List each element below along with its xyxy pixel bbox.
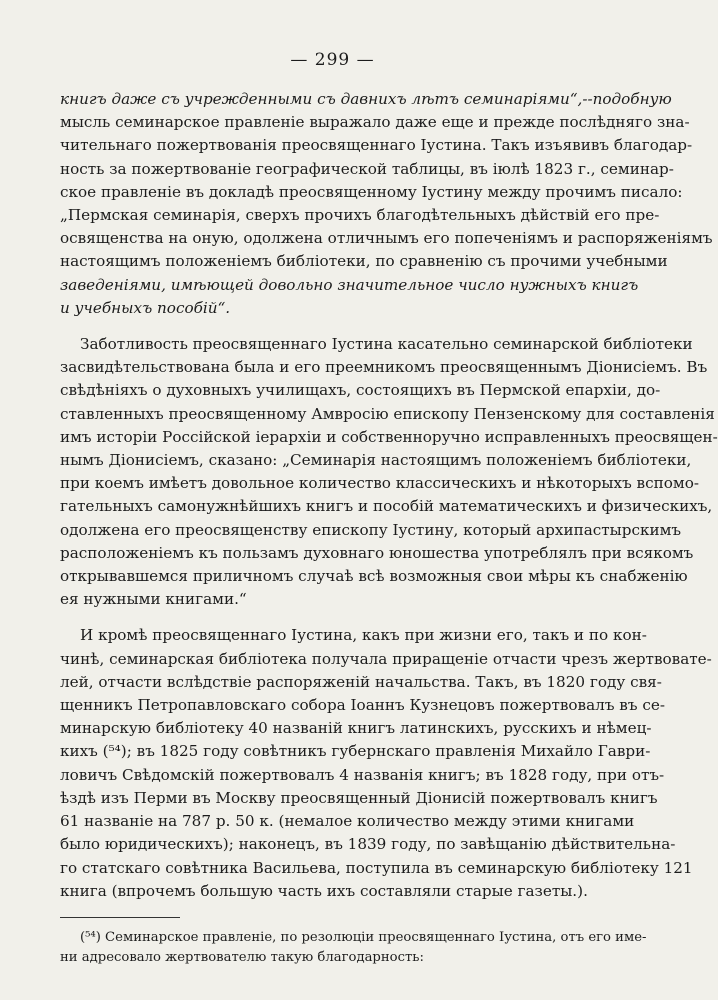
text-line: ставленныхъ преосвященному Амвросію епископу Пензенскому для составленія xyxy=(60,404,715,423)
text-line: кихъ (⁵⁴); въ 1825 году совѣтникъ губернскаго правленія Михайло Гаври- xyxy=(60,742,651,761)
footnote-divider xyxy=(60,917,180,918)
text-line: ность за пожертвованіе географической таблицы, въ іюлѣ 1823 г., семинар- xyxy=(60,159,674,178)
text-line: Заботливость преосвященнаго Іустина касательно семинарской библіотеки xyxy=(80,335,693,354)
text-line: освященства на оную, одолжена отличнымъ его попеченіямъ и распоряженіямъ xyxy=(60,229,713,248)
text-line: го статскаго совѣтника Васильева, поступила въ семинарскую библіотеку 121 xyxy=(60,858,693,877)
paragraph-3 xyxy=(60,624,712,902)
text-line: гательныхъ самонужнѣйшихъ книгъ и пособій математическихъ и физическихъ, xyxy=(60,497,713,516)
text-line: чительнаго пожертвованія преосвященнаго Іустина. Такъ изъявивъ благодар- xyxy=(60,136,693,155)
text-line: свѣдѣніяхъ о духовныхъ училищахъ, состоящихъ въ Пермской епархіи, до- xyxy=(60,381,661,400)
text-line: ское правленіе въ докладѣ преосвященному Іустину между прочимъ писало: xyxy=(60,182,683,201)
text-line: книгъ даже съ учрежденными съ давнихъ лѣтъ семинаріями“,--подобную xyxy=(60,90,672,108)
text-line: ея нужными книгами.“ xyxy=(60,590,247,609)
text-line: 61 названіе на 787 р. 50 к. (немалое количество между этими книгами xyxy=(60,812,635,831)
text-line: заведеніями, имѣющей довольно значительное число нужныхъ книгъ xyxy=(60,275,639,294)
text-line: нымъ Діонисіемъ, сказано: „Семинарія настоящимъ положеніемъ библіотеки, xyxy=(60,451,692,470)
footnote-line: ни адресовало жертвователю такую благодарность: xyxy=(60,949,424,965)
text-line: расположеніемъ къ пользамъ духовнаго юношества употреблялъ при всякомъ xyxy=(60,543,694,562)
text-line: ловичъ Свѣдомскій пожертвовалъ 4 названія книгъ; въ 1828 году, при отъ- xyxy=(60,765,665,784)
text-line: было юридическихъ); наконецъ, въ 1839 году, по завѣщанію дѣйствительна- xyxy=(60,835,676,854)
text-line: открывавшемся приличномъ случаѣ всѣ возможныя свои мѣры къ снабженію xyxy=(60,567,688,586)
text-line: засвидѣтельствована была и его преемникомъ преосвященнымъ Діонисіемъ. Въ xyxy=(60,358,708,377)
text-line: щенникъ Петропавловскаго собора Іоаннъ Кузнецовъ пожертвовалъ въ се- xyxy=(60,696,665,715)
text-line: лей, отчасти вслѣдствіе распоряженій начальства. Такъ, въ 1820 году свя- xyxy=(60,672,662,691)
text-line: одолжена его преосвященству епископу Іустину, который архипастырскимъ xyxy=(60,520,682,539)
text-line: чинѣ, семинарская библіотека получала приращеніе отчасти чрезъ жертвовате- xyxy=(60,649,712,668)
text-line: книга (впрочемъ большую часть ихъ составляли старые газеты.). xyxy=(60,881,588,900)
text-line: мысль семинарское правленіе выражало даже еще и прежде послѣдняго зна- xyxy=(60,113,690,132)
text-line: „Пермская семинарія, сверхъ прочихъ благодѣтельныхъ дѣйствій его пре- xyxy=(60,206,660,225)
paragraph-2 xyxy=(60,333,718,611)
footnote-line: (⁵⁴) Семинарское правленіе, по резолюціи преосвященнаго Іустина, отъ его име- xyxy=(80,929,647,945)
text-line: И кромѣ преосвященнаго Іустина, какъ при жизни его, такъ и по кон- xyxy=(80,626,647,645)
text-line: ѣздѣ изъ Перми въ Москву преосвященный Діонисій пожертвовалъ книгъ xyxy=(60,788,658,807)
text-line: минарскую библіотеку 40 названій книгъ латинскихъ, русскихъ и нѣмец- xyxy=(60,719,652,738)
text-line: настоящимъ положеніемъ библіотеки, по сравненію съ прочими учебными xyxy=(60,252,668,271)
text-line: имъ исторіи Россійской іерархіи и собственноручно исправленныхъ преосвящен- xyxy=(60,427,718,446)
page-number: — 299 — xyxy=(290,50,375,70)
paragraph-1 xyxy=(60,88,713,320)
text-line: при коемъ имѣетъ довольное количество классическихъ и нѣкоторыхъ вспомо- xyxy=(60,474,699,493)
footnote-54 xyxy=(60,928,647,968)
text-line: и учебныхъ пособій“. xyxy=(60,298,231,317)
